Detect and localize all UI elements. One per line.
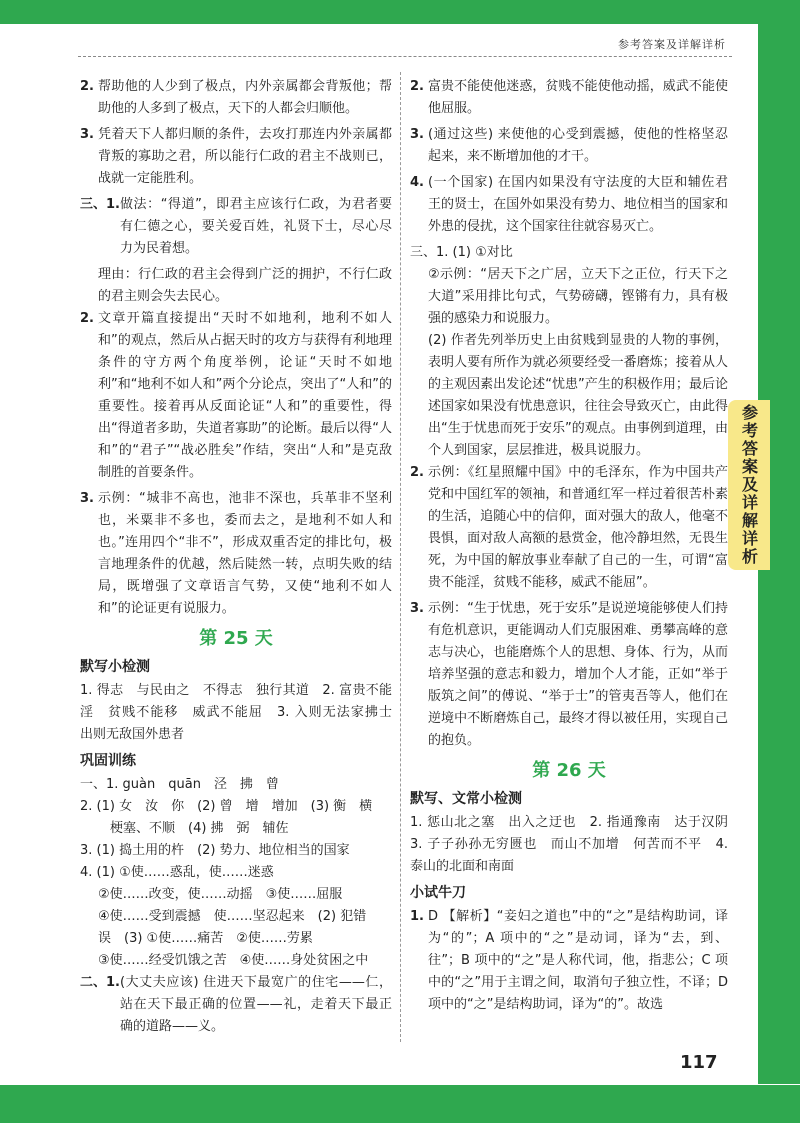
item-number: 二、1. xyxy=(80,975,120,990)
item-number: 三、1. xyxy=(80,197,120,212)
item-text: 凭着天下人都归顺的条件，去攻打那连内外亲属都背叛的寡助之君，所以能行仁政的君主不战则已，战就一定能胜利。 xyxy=(98,127,392,186)
section-title: 默写、文常小检测 xyxy=(410,791,522,807)
day-heading: 第 26 天 xyxy=(532,760,606,781)
item-number: 2. xyxy=(80,79,94,94)
item-number: 3. xyxy=(80,491,94,506)
top-color-bar xyxy=(0,0,800,24)
item-text: D 【解析】“妾妇之道也”中的“之”是结构助词，译为“的”；A 项中的“之”是动词，译为“去，到、往”；B 项中的“之”是人称代词，他，指悲公；C 项中的“之”用于主谓之间，取消句子独立性，不译；D 项中的“之”是结构助词，译为“的”。故选 xyxy=(428,909,728,1012)
page-number: 117 xyxy=(680,1052,718,1073)
item-number: 2. xyxy=(410,465,424,480)
item-text: 文章开篇直接提出“天时不如地利，地利不如人和”的观点，然后从占据天时的攻方与获得有利地理条件的守方两个角度举例，论证“天时不如地利”和“地利不如人和”两个分论点，突出了“人和”的重要性。接着再从反面论证“人和”的重要性，得出“得道者多助，失道者寡助”的论断。最后以得“人和”的“君子”“战必胜矣”作结，突出“人和”是克敌制胜的首要条件。 xyxy=(98,311,392,480)
item-number: 3. xyxy=(410,127,424,142)
answer-item xyxy=(410,124,728,168)
practice-line: 一、1. guàn quān 泾 拂 曾 xyxy=(80,777,279,792)
side-tab xyxy=(728,400,770,570)
column-divider xyxy=(400,72,401,1042)
section-title: 小试牛刀 xyxy=(410,885,466,901)
answer-line: 三、1. (1) ①对比 xyxy=(410,245,513,260)
answer-item xyxy=(410,906,728,1016)
item-text: (大丈夫应该) 住进天下最宽广的住宅——仁，站在天下最正确的位置——礼，走着天下最正确的道路——义。 xyxy=(119,975,392,1034)
day-heading: 第 25 天 xyxy=(199,628,273,649)
practice-line: 误 (3) ①使……痛苦 ②使……劳累 xyxy=(98,931,313,946)
answer-item xyxy=(410,598,728,752)
item-text: 示例：《红星照耀中国》中的毛泽东，作为中国共产党和中国红军的领袖，和普通红军一样过着很苦朴素的生活，追随心中的信仰，面对强大的敌人，他毫不畏惧，面对敌人高额的悬赏金，他冷静坦然，无畏生死，为中国的解放事业奉献了自己的一生，可谓“富贵不能淫，贫贱不能移，威武不能屈”。 xyxy=(428,465,728,590)
item-number: 4. xyxy=(410,175,424,190)
answer-reason: 理由：行仁政的君主会得到广泛的拥护，不行仁政的君主则会失去民心。 xyxy=(98,267,392,304)
item-text: (通过这些) 来使他的心受到震撼，使他的性格坚忍起来，来不断增加他的才干。 xyxy=(428,127,728,164)
answer-item xyxy=(410,172,728,238)
side-tab-label: 参考答案及详解详析 xyxy=(739,404,759,566)
header-divider xyxy=(78,56,732,57)
section-title: 巩固训练 xyxy=(80,753,136,769)
answer-item xyxy=(80,194,392,260)
item-text: 帮助他的人少到了极点，内外亲属都会背叛他；帮助他的人多到了极点，天下的人都会归顺他。 xyxy=(98,79,392,116)
practice-line: 2. (1) 女 汝 你 (2) 曾 增 增加 (3) 衡 横 xyxy=(80,799,373,814)
answer-item xyxy=(410,462,728,594)
item-number: 3. xyxy=(410,601,424,616)
practice-line: 4. (1) ①使……惑乱，使……迷惑 xyxy=(80,865,274,880)
practice-line: 3. (1) 捣土用的杵 (2) 势力、地位相当的国家 xyxy=(80,843,350,858)
answer-line: ②示例：“居天下之广居，立天下之正位，行天下之大道”采用排比句式，气势磅礴，铿锵有力，具有极强的感染力和说服力。 xyxy=(428,267,728,326)
item-number: 2. xyxy=(80,311,94,326)
answer-item xyxy=(80,972,392,1038)
left-column xyxy=(80,76,406,1042)
item-number: 1. xyxy=(410,909,424,924)
answer-line: (2) 作者先列举历史上由贫贱到显贵的人物的事例，表明人要有所作为就必须要经受一番磨炼；接着从人的主观因素出发论述“忧患”产生的积极作用；最后论述国家如果没有忧患意识，往往会导致灭亡，由此得出“生于忧患而死于安乐”的观点。由事例到道理，由个人到国家，层层推进，极具说服力。 xyxy=(428,333,728,458)
item-text: 做法：“得道”，即君主应该行仁政，为君者要有仁德之心，要关爱百姓，礼贤下士，尽心尽力为民着想。 xyxy=(119,197,392,256)
answer-item xyxy=(80,488,392,620)
right-column xyxy=(410,76,742,1020)
item-text: (一个国家) 在国内如果没有守法度的大臣和辅佐君王的贤士，在国外如果没有势力、地位相当的国家和外患的侵扰，这个国家往往就容易灭亡。 xyxy=(428,175,728,234)
answer-item xyxy=(80,308,392,484)
answer-item xyxy=(410,76,728,120)
page-header: 参考答案及详解详析 xyxy=(618,38,726,51)
item-text: 示例：“生于忧患，死于安乐”是说逆境能够使人们持有危机意识，更能调动人们克服困难、勇攀高峰的意志与决心，也能磨炼个人的思想、身体、行为，从而培养坚强的意志和毅力，增加个人才能，正如“举于版筑之间”的傅说、“举于士”的管夷吾等人，他们在逆境中不断磨炼自己，最终才得以被任用，实现自己的抱负。 xyxy=(428,601,728,748)
answer-item xyxy=(80,76,392,120)
item-text: 示例：“城非不高也，池非不深也，兵革非不坚利也，米粟非不多也，委而去之，是地利不如人和也。”连用四个“非不”，形成双重否定的排比句，极言地理条件的优越，然后陡然一转，点明失败的结局，既增强了文章语言气势，又使“地利不如人和”的论证更有说服力。 xyxy=(98,491,392,616)
section-title: 默写小检测 xyxy=(80,659,150,675)
answer-item xyxy=(80,124,392,190)
dictation-answers: 1. 惩山北之塞 出入之迂也 2. 指通豫南 达于汉阴 3. 子子孙孙无穷匮也 而山不加增 何苦而不平 4. 泰山的北面和南面 xyxy=(410,815,742,874)
practice-line: ②使……改变，使……动摇 ③使……屈服 xyxy=(98,887,343,902)
dictation-answers: 1. 得志 与民由之 不得志 独行其道 2. 富贵不能淫 贫贱不能移 威武不能屈 3. 入则无法家拂士 出则无敌国外患者 xyxy=(80,683,406,742)
item-text: 富贵不能使他迷惑，贫贱不能使他动摇，威武不能使他屈服。 xyxy=(428,79,728,116)
bottom-color-bar xyxy=(0,1085,800,1123)
practice-line: 梗塞、不顺 (4) 拂 弼 辅佐 xyxy=(110,821,289,836)
item-number: 2. xyxy=(410,79,424,94)
practice-line: ③使……经受饥饿之苦 ④使……身处贫困之中 xyxy=(98,953,369,968)
practice-line: ④使……受到震撼 使……坚忍起来 (2) 犯错 xyxy=(98,909,367,924)
item-number: 3. xyxy=(80,127,94,142)
